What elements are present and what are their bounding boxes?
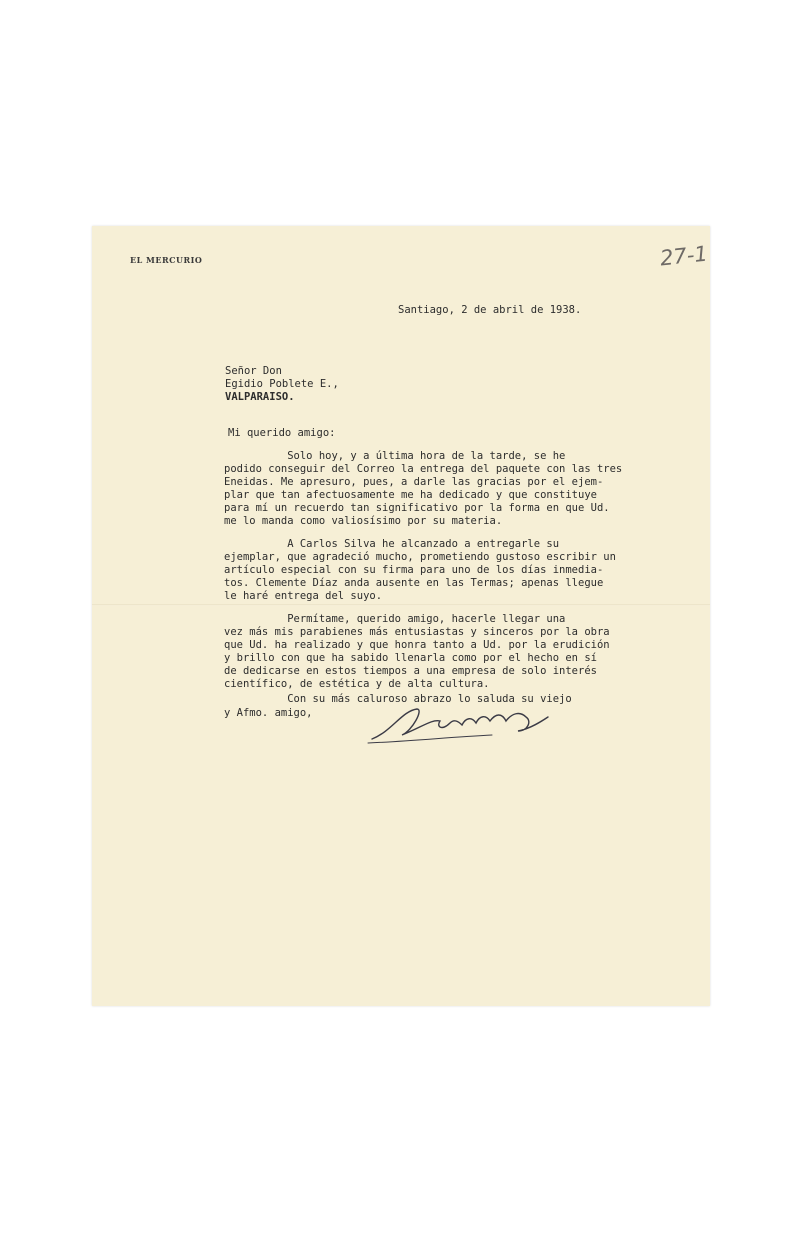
paragraph-3-line-4: y brillo con que ha sabido llenarla como por el hecho en sí xyxy=(224,652,597,664)
paragraph-1-line-4: plar que tan afectuosamente me ha dedicado y que constituye xyxy=(224,489,597,501)
recipient-line-3: VALPARAISO. xyxy=(225,391,295,403)
paragraph-3-line-3: que Ud. ha realizado y que honra tanto a Ud. por la erudición xyxy=(224,639,610,651)
recipient-line-2: Egidio Poblete E., xyxy=(225,378,339,390)
paragraph-2-line-5: le haré entrega del suyo. xyxy=(224,590,383,602)
closing-line-2: y Afmo. amigo, xyxy=(224,707,313,719)
paper-fold-line xyxy=(92,604,710,606)
letter-paper xyxy=(92,226,710,1006)
paragraph-2-line-2: ejemplar, que agradeció mucho, prometiendo gustoso escribir un xyxy=(224,551,616,563)
paragraph-1-line-2: podido conseguir del Correo la entrega del paquete con las tres xyxy=(224,463,623,475)
recipient-line-1: Señor Don xyxy=(225,365,282,377)
paragraph-3-line-1: Permítame, querido amigo, hacerle llegar una xyxy=(224,613,566,625)
paragraph-3-line-5: de dedicarse en estos tiempos a una empresa de solo interés xyxy=(224,665,597,677)
paragraph-1-line-1: Solo hoy, y a última hora de la tarde, se he xyxy=(224,450,566,462)
paragraph-2-line-4: tos. Clemente Díaz anda ausente en las Termas; apenas llegue xyxy=(224,577,604,589)
paragraph-1-line-3: Eneidas. Me apresuro, pues, a darle las gracias por el ejem- xyxy=(224,476,604,488)
paragraph-1-line-6: me lo manda como valiosísimo por su materia. xyxy=(224,515,503,527)
letterhead: EL MERCURIO xyxy=(130,255,203,265)
salutation: Mi querido amigo: xyxy=(228,427,336,439)
paragraph-2-line-1: A Carlos Silva he alcanzado a entregarle su xyxy=(224,538,560,550)
closing-line-1: Con su más caluroso abrazo lo saluda su viejo xyxy=(224,693,572,705)
paragraph-1-line-5: para mí un recuerdo tan significativo por la forma en que Ud. xyxy=(224,502,610,514)
date-line: Santiago, 2 de abril de 1938. xyxy=(398,304,582,316)
signature-image xyxy=(362,691,562,751)
paragraph-2-line-3: artículo especial con su firma para uno de los días inmedia- xyxy=(224,564,604,576)
paragraph-3-line-6: científico, de estética y de alta cultura. xyxy=(224,678,490,690)
paragraph-3-line-2: vez más mis parabienes más entusiastas y sinceros por la obra xyxy=(224,626,610,638)
page-number: 27-1 xyxy=(658,241,709,271)
